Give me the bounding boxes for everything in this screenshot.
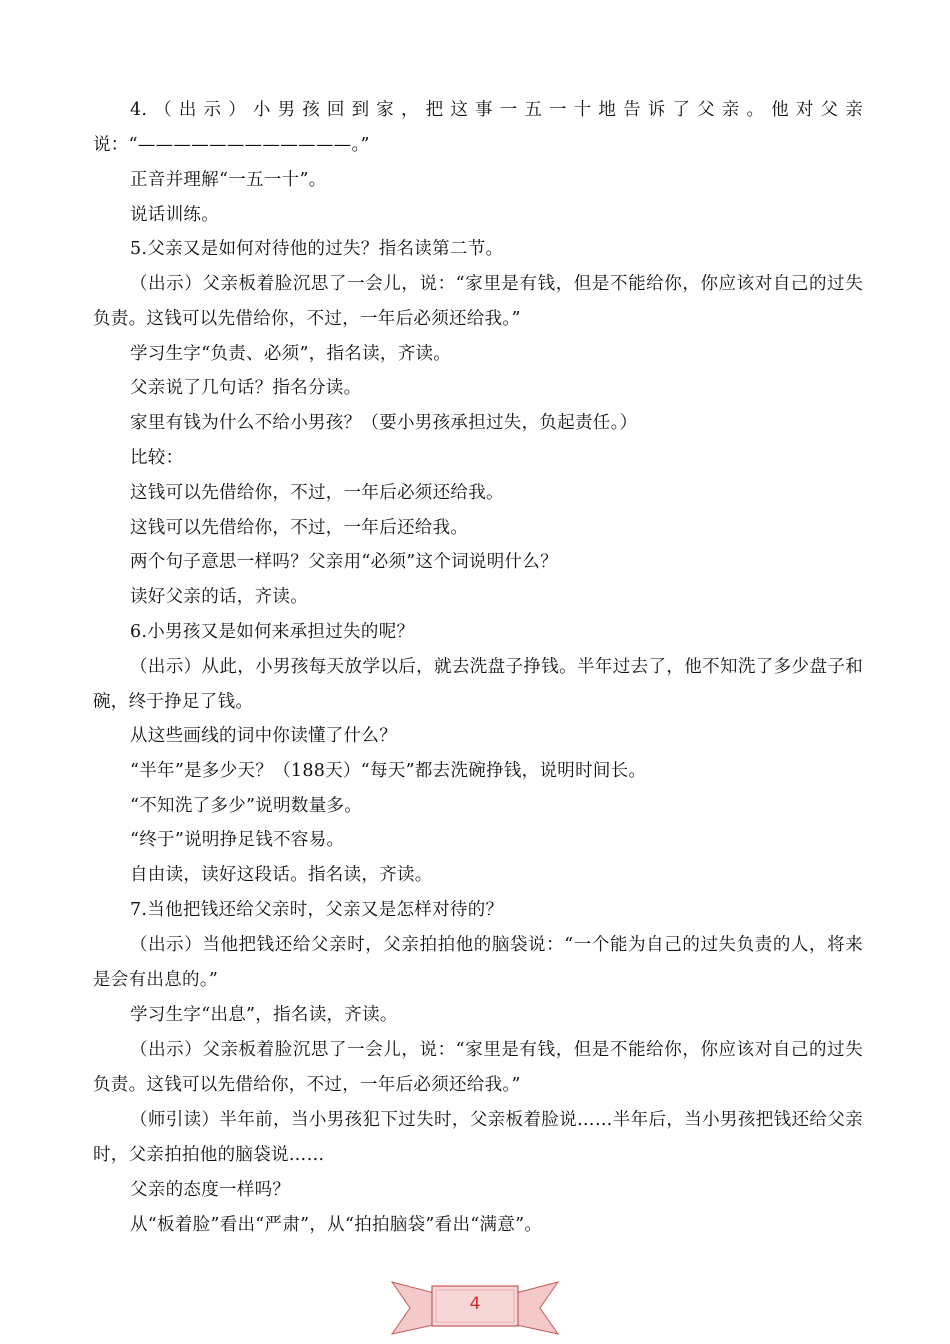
paragraph: 7.当他把钱还给父亲时，父亲又是怎样对待的？ bbox=[130, 900, 504, 920]
page-number: 4 bbox=[469, 1294, 481, 1314]
paragraph: “终于”说明挣足钱不容易。 bbox=[130, 830, 345, 850]
paragraph: （师引读）半年前，当小男孩犯下过失时，父亲板着脸说……半年后，当小男孩把钱还给父亲时，父亲拍拍他的脑袋说…… bbox=[93, 1110, 863, 1165]
paragraph: 自由读，读好这段话。指名读，齐读。 bbox=[130, 865, 433, 885]
paragraph: 4.（出示）小男孩回到家，把这事一五一十地告诉了父亲。他对父亲说：“————————————。” bbox=[93, 100, 863, 155]
paragraph: 学习生字“负责、必须”，指名读，齐读。 bbox=[130, 344, 452, 364]
paragraph: 这钱可以先借给你，不过，一年后必须还给我。 bbox=[130, 483, 504, 503]
paragraph: 两个句子意思一样吗？父亲用“必须”这个词说明什么？ bbox=[130, 552, 558, 572]
paragraph: 父亲的态度一样吗？ bbox=[130, 1180, 291, 1200]
paragraph: 学习生字“出息”，指名读，齐读。 bbox=[130, 1005, 398, 1025]
paragraph: 比较： bbox=[130, 448, 184, 468]
paragraph: （出示）从此，小男孩每天放学以后，就去洗盘子挣钱。半年过去了，他不知洗了多少盘子和碗，终于挣足了钱。 bbox=[93, 657, 863, 712]
paragraph: 5.父亲又是如何对待他的过失？指名读第二节。 bbox=[130, 239, 504, 259]
page-number-badge bbox=[390, 1274, 560, 1342]
paragraph: 父亲说了几句话？指名分读。 bbox=[130, 378, 362, 398]
paragraph: 从“板着脸”看出“严肃”，从“拍拍脑袋”看出“满意”。 bbox=[130, 1215, 543, 1235]
paragraph: “不知洗了多少”说明数量多。 bbox=[130, 796, 363, 816]
paragraph: “半年”是多少天？（188天）“每天”都去洗碗挣钱，说明时间长。 bbox=[130, 761, 647, 781]
paragraph: 说话训练。 bbox=[130, 205, 219, 225]
paragraph: 家里有钱为什么不给小男孩？（要小男孩承担过失，负起责任。） bbox=[130, 413, 638, 433]
paragraph: 正音并理解“一五一十”。 bbox=[130, 170, 327, 190]
paragraph: 从这些画线的词中你读懂了什么？ bbox=[130, 726, 397, 746]
paragraph: （出示）父亲板着脸沉思了一会儿，说：“家里是有钱，但是不能给你，你应该对自己的过失负责。这钱可以先借给你，不过，一年后必须还给我。” bbox=[93, 1040, 863, 1095]
paragraph: 读好父亲的话，齐读。 bbox=[130, 587, 308, 607]
paragraph: （出示）父亲板着脸沉思了一会儿，说：“家里是有钱，但是不能给你，你应该对自己的过失负责。这钱可以先借给你，不过，一年后必须还给我。” bbox=[93, 274, 863, 329]
paragraph: 这钱可以先借给你，不过，一年后还给我。 bbox=[130, 518, 469, 538]
paragraph: （出示）当他把钱还给父亲时，父亲拍拍他的脑袋说：“一个能为自己的过失负责的人，将来是会有出息的。” bbox=[93, 935, 863, 990]
paragraph: 6.小男孩又是如何来承担过失的呢？ bbox=[130, 622, 415, 642]
